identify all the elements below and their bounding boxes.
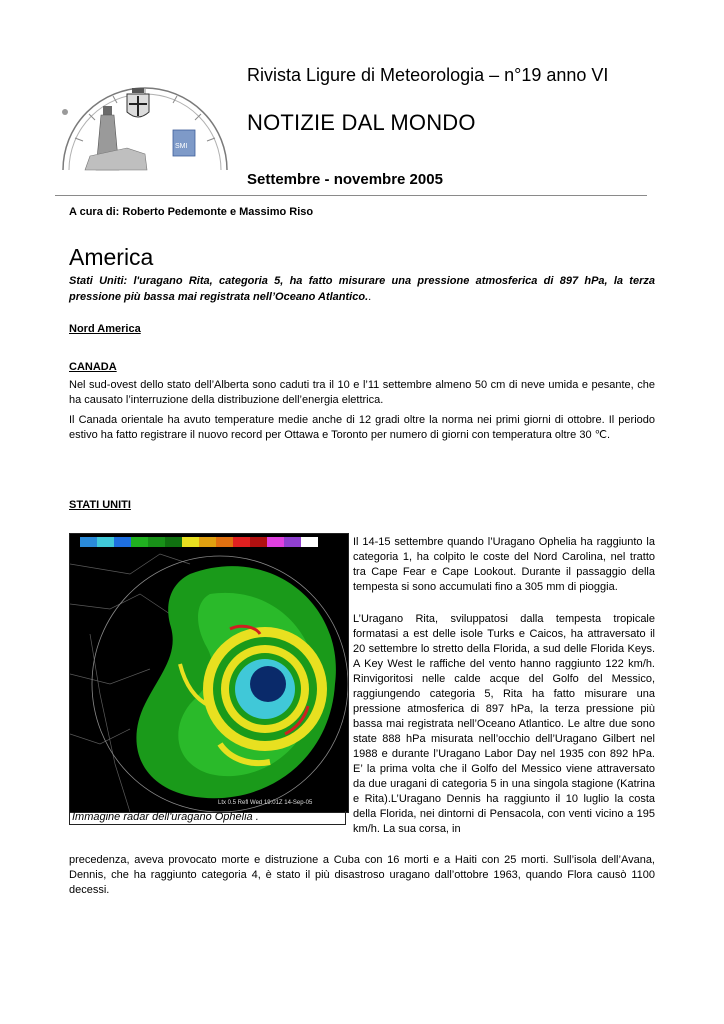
region-title: America <box>69 244 154 270</box>
usa-paragraph-2-continued: precedenza, aveva provocato morte e distruzione a Cuba con 16 morti e a Haiti con 25 morti. Sull’isola dell’Avana, Dennis, che ha raggiunto categoria 4, è stato il più disastroso uragano dall’ottobre 1963, quando Flora causò 1100 decessi. <box>69 854 655 896</box>
smi-badge-icon <box>173 130 195 156</box>
lead-paragraph <box>69 273 655 305</box>
lead-tail: . <box>368 291 372 303</box>
header-divider <box>55 195 647 196</box>
radar-image <box>69 533 349 813</box>
usa-heading: STATI UNITI <box>69 499 131 511</box>
magazine-title: Rivista Ligure di Meteorologia – n°19 anno VI <box>247 65 609 85</box>
usa-paragraph-1: Il 14-15 settembre quando l’Uragano Ophelia ha raggiunto la categoria 1, ha colpito le coste del Nord Carolina, nel tratto tra Cape Fear e Cape Lookout. Durante il passaggio della tempesta si sono accumulati fino a 305 mm di pioggia. <box>353 536 655 593</box>
radar-color-scale <box>80 537 318 547</box>
section-title: NOTIZIE DAL MONDO <box>247 110 476 135</box>
radar-timestamp: Ltx 0.5 Refl Wed 19:01Z 14-Sep-05 <box>218 800 313 806</box>
usa-paragraph-2: L’Uragano Rita, sviluppatosi dalla tempesta tropicale formatasi a est delle isole Turks e Caicos, ha attraversato il 20 settembre lo stretto della Florida, a sud delle Florida Keys. A Key West le raffiche del vento hanno raggiunto 122 km/h. Rinvigoritosi nelle calde acque del Golfo del Messico, raggiungendo categoria 5, Rita ha fatto misurare una pressione atmosferica di 897 hPa, la terza pressione più bassa mai registrata nell’Oceano Atlantico. Le altre due sono state 888 hPa misurata nell’occhio dell’Uragano Gilbert nel 1988 e durante l’Uragano Labor Day nel 1935 con 892 hPa. E’ la prima volta che il Golfo del Messico viene attraversato da due uragani di categoria 5 in una singola stagione (Katrina e Rita).L’Uragano Dennis ha raggiunto il 10 luglio la costa della Florida, nei dintorni di Pensacola, con venti vicino a 195 km/h. La sua corsa, in <box>353 613 655 835</box>
canada-paragraph-1: Nel sud-ovest dello stato dell’Alberta sono caduti tra il 10 e l’11 settembre almeno 50 cm di neve umida e pesante, che ha causato l’interruzione della distribuzione dell’energia elettrica. <box>69 379 655 406</box>
coat-of-arms-icon <box>127 88 149 117</box>
issue-period: Settembre - novembre 2005 <box>247 171 443 188</box>
canada-paragraph-2: Il Canada orientale ha avuto temperature medie anche di 12 gradi oltre la norma nei primi giorni di ottobre. Il periodo estivo ha fatto registrare il nuovo record per Ottawa e Toronto per numero di giorni con temperatura oltre 30 ℃. <box>69 414 655 441</box>
authors-line: A cura di: Roberto Pedemonte e Massimo Riso <box>69 206 314 218</box>
svg-text:SMI: SMI <box>175 143 188 150</box>
radar-caption: Immagine radar dell'uragano Ophelia . <box>69 811 346 825</box>
canada-heading: CANADA <box>69 361 117 373</box>
lead-text: Stati Uniti: l'uragano Rita, categoria 5, ha fatto misurare una pressione atmosferica di 897 hPa, la terza pressione più bassa mai registrata nell’Oceano Atlantico. <box>69 275 655 303</box>
subregion-heading: Nord America <box>69 323 141 335</box>
magazine-logo <box>55 78 235 178</box>
